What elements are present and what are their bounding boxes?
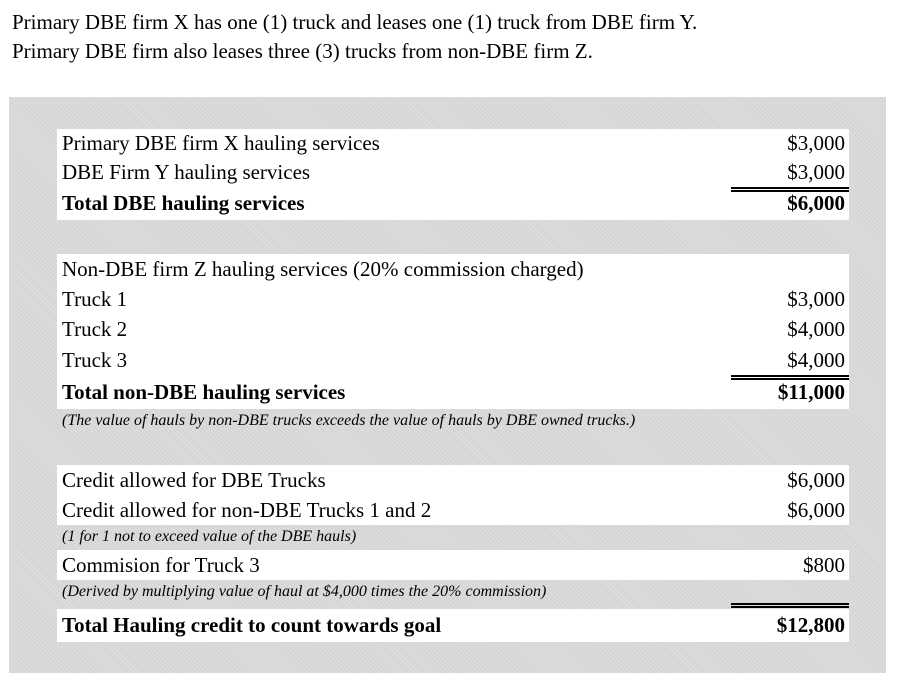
commission-value: $800 [803, 552, 845, 577]
row-truck-1 [57, 284, 849, 314]
credit-non-dbe-note: (1 for 1 not to exceed value of the DBE hauls) [62, 528, 357, 545]
truck-1-value: $3,000 [787, 286, 845, 311]
dbe-firm-y-value: $3,000 [787, 159, 845, 184]
truck-1-label: Truck 1 [62, 286, 128, 311]
grand-total-value: $12,800 [776, 613, 845, 637]
row-non-dbe-header [57, 254, 849, 284]
non-dbe-total-value: $11,000 [777, 379, 845, 404]
non-dbe-note: (The value of hauls by non-DBE trucks exceeds the value of hauls by DBE owned trucks.) [62, 412, 636, 429]
dbe-firm-y-label: DBE Firm Y hauling services [62, 159, 311, 184]
intro-text [12, 8, 697, 66]
row-truck-3 [57, 345, 849, 375]
credit-dbe-label: Credit allowed for DBE Trucks [62, 467, 326, 492]
dbe-firm-x-value: $3,000 [787, 131, 845, 155]
credit-non-dbe-value: $6,000 [787, 497, 845, 522]
grand-total-rule [731, 603, 849, 608]
row-dbe-firm-x [57, 129, 849, 158]
row-commission [57, 550, 849, 580]
row-credit-non-dbe [57, 495, 849, 525]
intro-line-1: Primary DBE firm X has one (1) truck and leases one (1) truck from DBE firm Y. [12, 10, 698, 34]
dbe-total-value: $6,000 [787, 190, 845, 215]
intro-line-2: Primary DBE firm also leases three (3) trucks from non-DBE firm Z. [12, 39, 593, 63]
truck-3-label: Truck 3 [62, 347, 128, 372]
grand-total-label: Total Hauling credit to count towards goal [62, 613, 442, 637]
dbe-total-label: Total DBE hauling services [62, 190, 305, 215]
truck-3-value: $4,000 [787, 347, 845, 372]
row-truck-2 [57, 314, 849, 345]
credit-non-dbe-label: Credit allowed for non-DBE Trucks 1 and 2 [62, 497, 432, 522]
non-dbe-total-label: Total non-DBE hauling services [62, 379, 346, 404]
summary-panel [9, 97, 886, 673]
non-dbe-header: Non-DBE firm Z hauling services (20% commission charged) [62, 256, 584, 281]
row-non-dbe-total [57, 375, 849, 409]
truck-2-value: $4,000 [787, 317, 845, 341]
dbe-firm-x-label: Primary DBE firm X hauling services [62, 131, 380, 155]
truck-2-label: Truck 2 [62, 317, 128, 341]
commission-note: (Derived by multiplying value of haul at $4,000 times the 20% commission) [62, 583, 547, 600]
commission-label: Commision for Truck 3 [62, 552, 260, 577]
row-grand-total [57, 609, 849, 642]
non-dbe-total-rule [731, 375, 849, 380]
dbe-total-rule [731, 187, 849, 192]
row-credit-dbe [57, 465, 849, 495]
row-dbe-firm-y [57, 158, 849, 186]
credit-dbe-value: $6,000 [787, 467, 845, 492]
